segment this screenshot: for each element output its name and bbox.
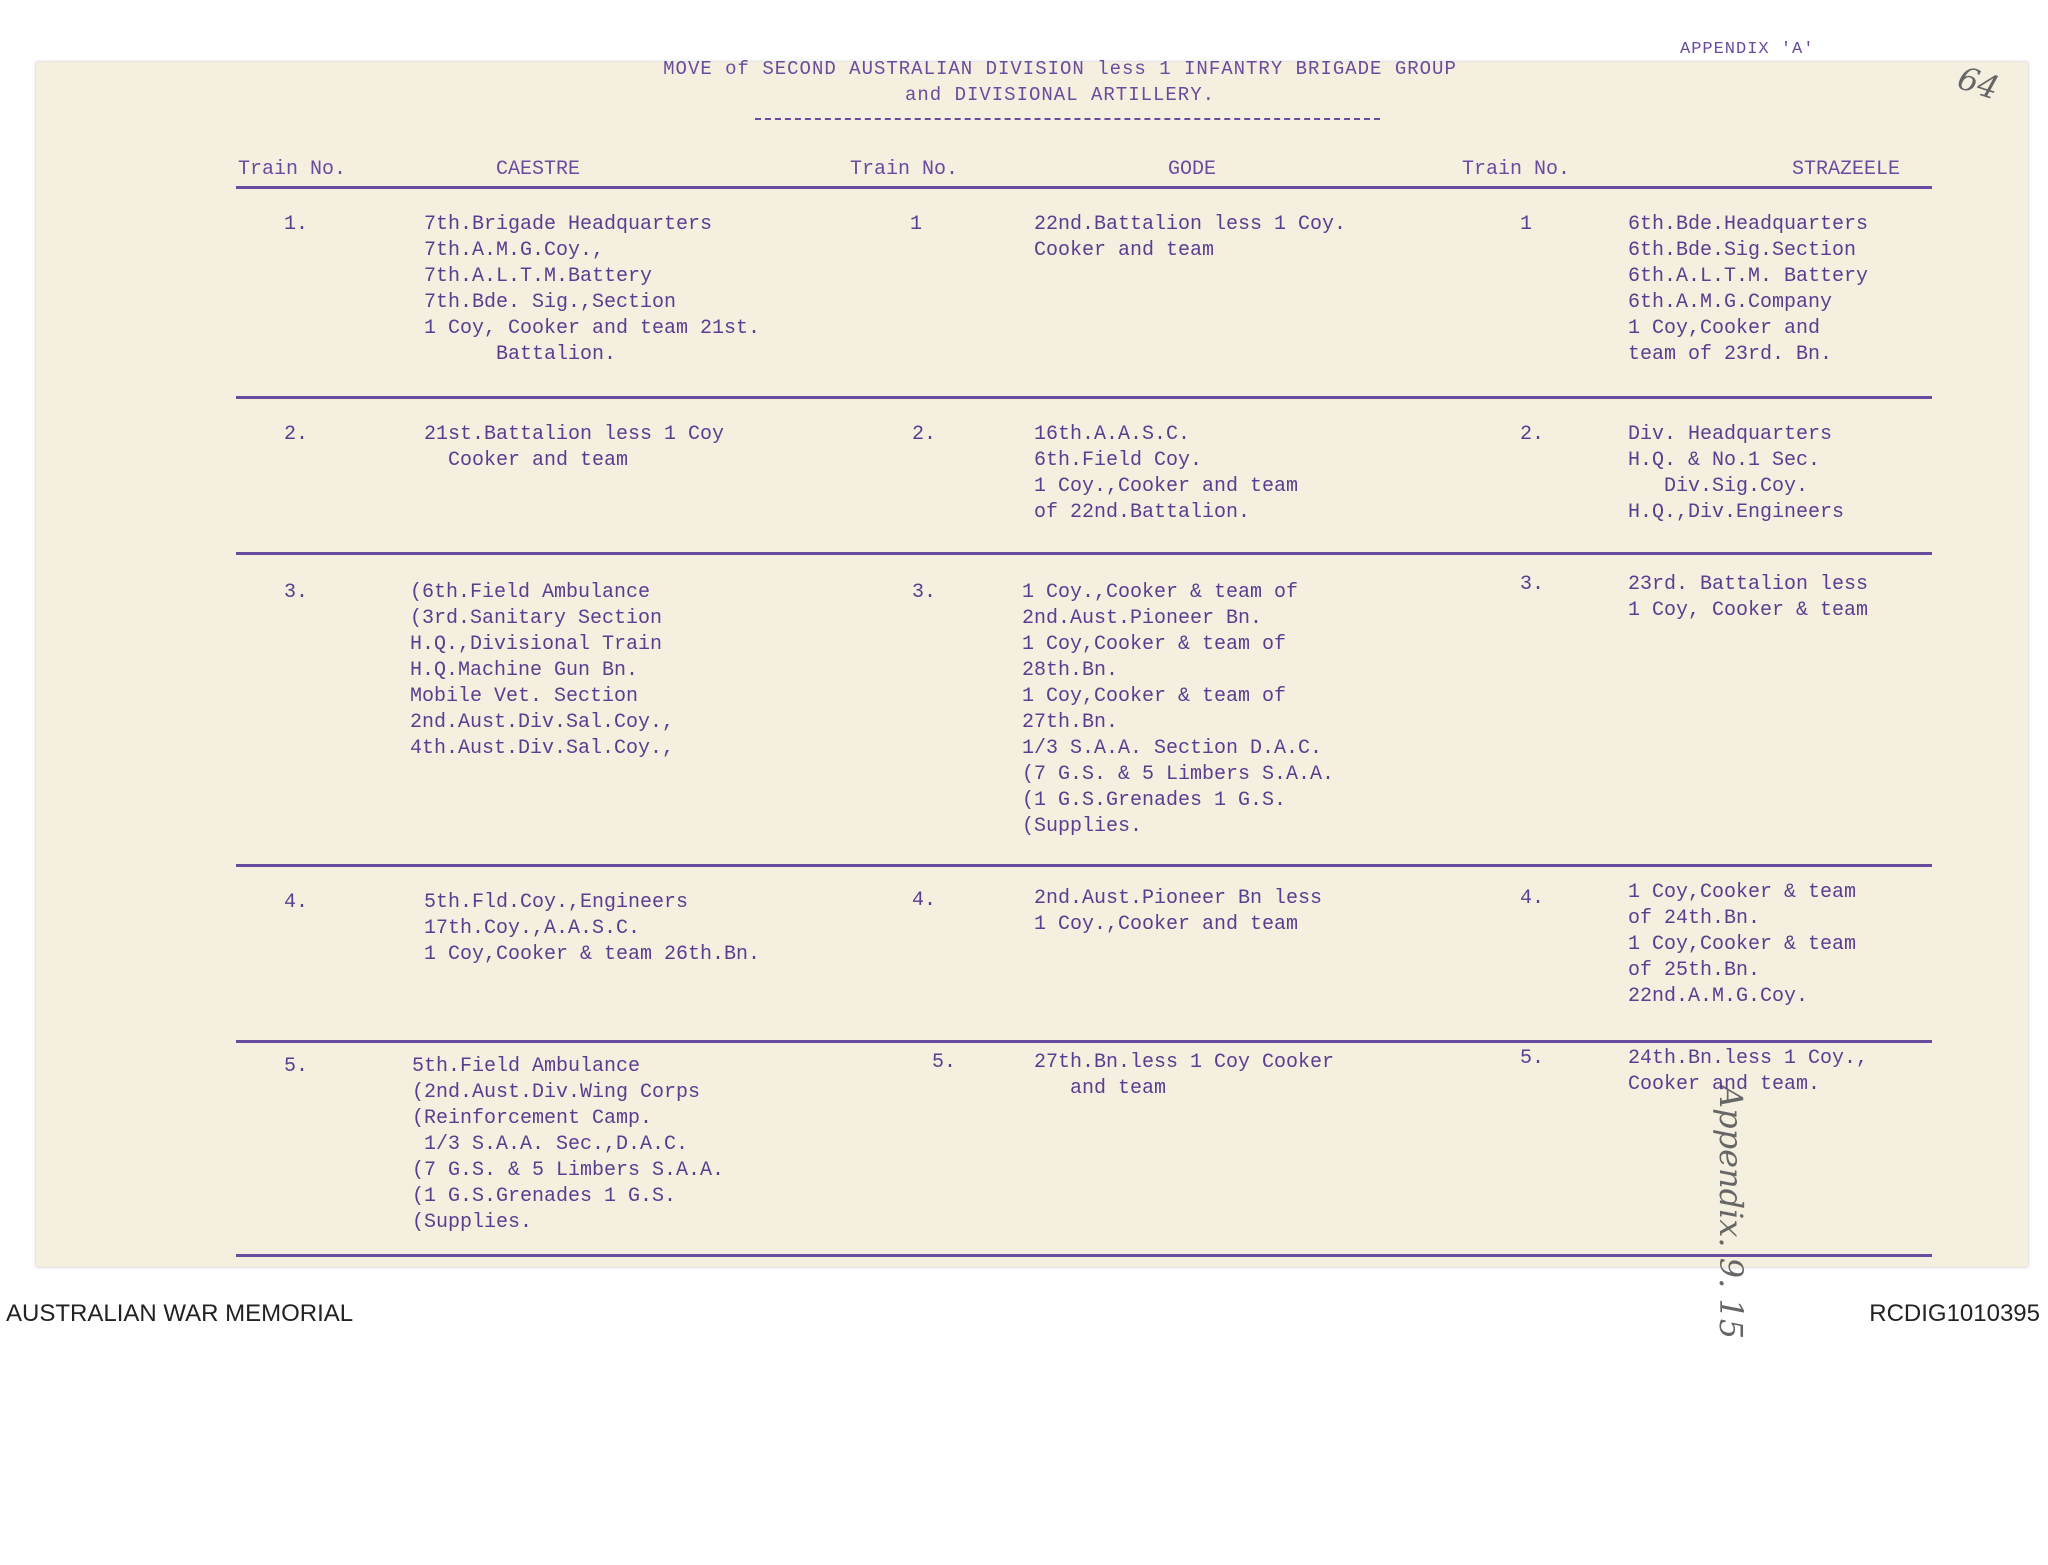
header-train-no-3: Train No. <box>1462 158 1571 181</box>
row4-train-gode: 4. <box>912 889 937 912</box>
row-divider <box>236 396 1932 399</box>
document-title-line1: MOVE of SECOND AUSTRALIAN DIVISION less 1 INFANTRY BRIGADE GROUP <box>663 58 1457 80</box>
row4-caestre: 5th.Fld.Coy.,Engineers 17th.Coy.,A.A.S.C. 1 Coy,Cooker & team 26th.Bn. <box>424 891 761 966</box>
row2-gode: 16th.A.A.S.C. 6th.Field Coy. 1 Coy.,Cooker and team of 22nd.Battalion. <box>1034 423 1299 524</box>
row-divider <box>236 552 1932 555</box>
header-train-no-2: Train No. <box>850 158 959 181</box>
row1-gode: 22nd.Battalion less 1 Coy. Cooker and team <box>1034 213 1347 262</box>
row1-caestre: 7th.Brigade Headquarters 7th.A.M.G.Coy., 7th.A.L.T.M.Battery 7th.Bde. Sig.,Section 1 Coy, Cooker and team 21st. Battalion. <box>424 213 761 366</box>
header-strazeele: STRAZEELE <box>1792 158 1901 181</box>
row5-caestre: 5th.Field Ambulance (2nd.Aust.Div.Wing Corps (Reinforcement Camp. 1/3 S.A.A. Sec.,D.A.C. (7 G.S. & 5 Limbers S.A.A. (1 G.S.Grenades 1 G.S. (Supplies. <box>412 1055 725 1234</box>
row3-train-caestre: 3. <box>284 581 309 604</box>
row2-caestre: 21st.Battalion less 1 Coy Cooker and team <box>424 423 725 472</box>
row3-strazeele: 23rd. Battalion less 1 Coy, Cooker & team <box>1628 573 1869 622</box>
row1-train-strazeele: 1 <box>1520 213 1533 236</box>
row3-train-strazeele: 3. <box>1520 573 1545 596</box>
row3-gode: 1 Coy.,Cooker & team of 2nd.Aust.Pioneer Bn. 1 Coy,Cooker & team of 28th.Bn. 1 Coy,Cooker & team of 27th.Bn. 1/3 S.A.A. Section D.A.C. (7 G.S. & 5 Limbers S.A.A. (1 G.S.Grenades 1 G.S. (Supplies. <box>1022 581 1335 838</box>
row5-strazeele: 24th.Bn.less 1 Coy., Cooker and team. <box>1628 1047 1869 1096</box>
header-caestre: CAESTRE <box>496 158 581 181</box>
row-divider <box>236 864 1932 867</box>
folio-number: 64 <box>1953 58 2004 108</box>
appendix-label: APPENDIX 'A' <box>1680 40 1815 59</box>
row2-train-strazeele: 2. <box>1520 423 1545 446</box>
header-rule <box>236 186 1932 189</box>
row5-train-strazeele: 5. <box>1520 1047 1545 1070</box>
title-underline <box>755 118 1380 120</box>
row2-train-gode: 2. <box>912 423 937 446</box>
row3-caestre: (6th.Field Ambulance (3rd.Sanitary Section H.Q.,Divisional Train H.Q.Machine Gun Bn. Mobile Vet. Section 2nd.Aust.Div.Sal.Coy., 4th.Aust.Div.Sal.Coy., <box>410 581 675 760</box>
row2-strazeele: Div. Headquarters H.Q. & No.1 Sec. Div.Sig.Coy. H.Q.,Div.Engineers <box>1628 423 1845 524</box>
document-title-line2: and DIVISIONAL ARTILLERY. <box>904 84 1216 106</box>
bottom-rule <box>236 1254 1932 1257</box>
margin-annotation: Appendix. 9. 15 <box>1712 1085 1750 1340</box>
row4-strazeele: 1 Coy,Cooker & team of 24th.Bn. 1 Coy,Cooker & team of 25th.Bn. 22nd.A.M.G.Coy. <box>1628 881 1857 1008</box>
row1-train-gode: 1 <box>910 213 923 236</box>
header-train-no-1: Train No. <box>238 158 347 181</box>
row4-train-caestre: 4. <box>284 891 309 914</box>
footer-archive-name: AUSTRALIAN WAR MEMORIAL <box>6 1300 354 1327</box>
row5-train-caestre: 5. <box>284 1055 309 1078</box>
row4-train-strazeele: 4. <box>1520 887 1545 910</box>
row-divider <box>236 1040 1932 1043</box>
row5-gode: 27th.Bn.less 1 Coy Cooker and team <box>1034 1051 1335 1100</box>
row4-gode: 2nd.Aust.Pioneer Bn less 1 Coy.,Cooker and team <box>1034 887 1323 936</box>
row5-train-gode: 5. <box>932 1051 957 1074</box>
row2-train-caestre: 2. <box>284 423 309 446</box>
header-gode: GODE <box>1168 158 1217 181</box>
row1-train-caestre: 1. <box>284 213 309 236</box>
row1-strazeele: 6th.Bde.Headquarters 6th.Bde.Sig.Section 6th.A.L.T.M. Battery 6th.A.M.G.Company 1 Coy,Cooker and team of 23rd. Bn. <box>1628 213 1869 366</box>
footer-record-id: RCDIG1010395 <box>1869 1300 2040 1327</box>
row3-train-gode: 3. <box>912 581 937 604</box>
